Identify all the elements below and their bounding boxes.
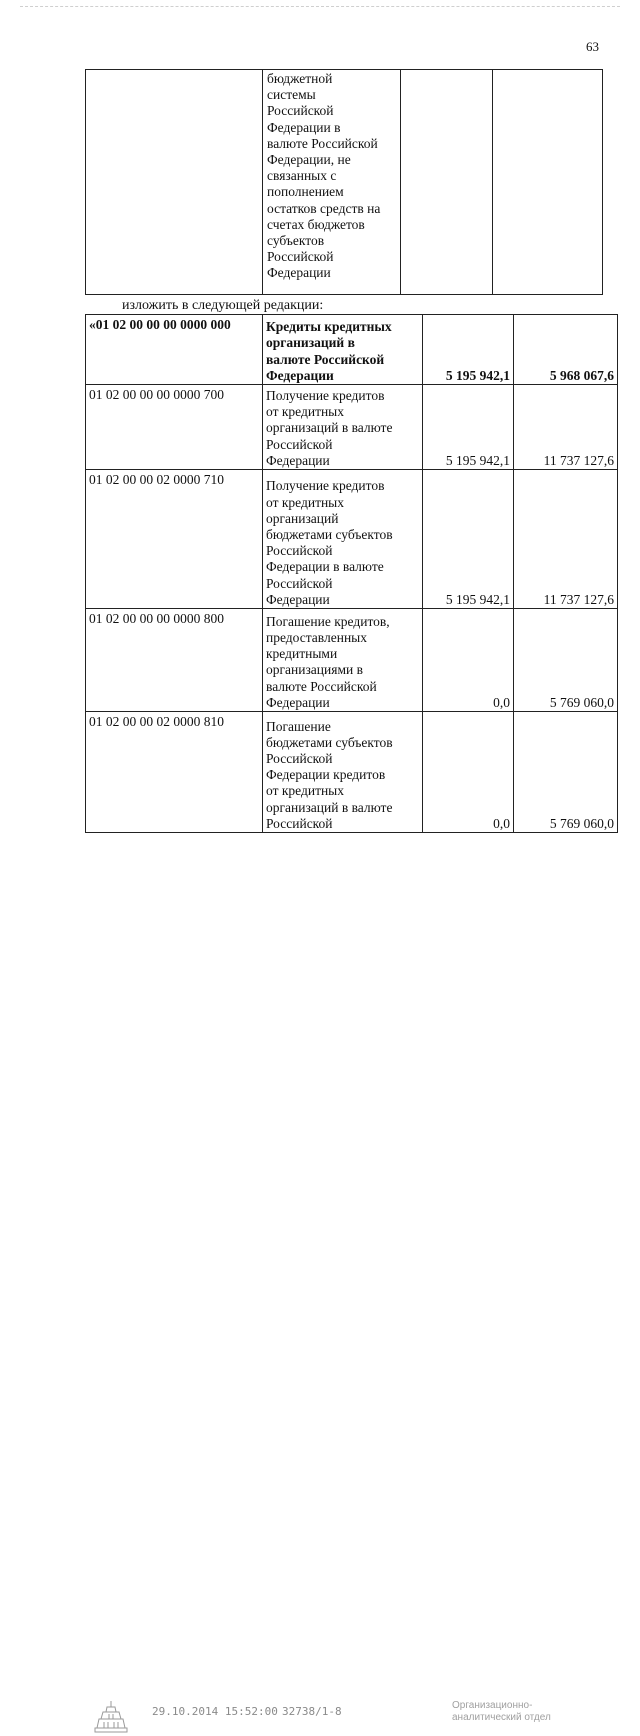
name-cell [263,385,423,470]
text-line: от кредитных [266,404,345,420]
value-cell: 5 195 942,1 [423,315,514,385]
scan-top-edge [20,6,620,7]
continuation-table [85,69,603,295]
text-line: организаций в [266,335,355,351]
org-line: аналитический отдел [452,1712,551,1723]
text-line: Российской [266,575,333,591]
name-cell [263,315,423,385]
text-line: бюджетами субъектов [266,526,393,542]
text-line: валюте Российской [267,135,378,151]
budget-sources-table [85,314,618,833]
value-cell: 5 968 067,6 [514,315,618,385]
text-line: Федерации [266,591,330,607]
text-line: счетах бюджетов [267,216,365,232]
text-line: Российской [266,543,333,559]
text-line: валюте Российской [266,678,377,694]
text-line: организациями в [266,662,363,678]
code-cell: 01 02 00 00 00 0000 700 [86,385,263,470]
value-cell: 0,0 [423,712,514,833]
code-cell: 01 02 00 00 02 0000 710 [86,470,263,609]
text-line: от кредитных [266,494,345,510]
text-line: Погашение [266,718,331,734]
emblem-icon [92,1698,130,1736]
intro-text: изложить в следующей редакции: [122,298,324,313]
text-line: от кредитных [266,783,345,799]
table-row [86,70,603,295]
text-line: субъектов [267,233,325,249]
text-line: предоставленных [266,629,367,645]
page-number: 63 [586,39,599,54]
footer-org-stamp [452,1700,551,1724]
table-row [86,385,618,470]
text-line: связанных с [267,168,337,184]
value-cell: 5 195 942,1 [423,470,514,609]
text-line: Получение кредитов [266,478,385,494]
table-row [86,609,618,712]
text-line: Федерации [266,452,330,468]
table-row [86,315,618,385]
text-line: бюджетами субъектов [266,734,393,750]
table-row [86,712,618,833]
text-line: системы [267,87,316,103]
code-cell: «01 02 00 00 00 0000 000 [86,315,263,385]
text-line: Российской [266,750,333,766]
text-line: Федерации [267,265,331,281]
text-line: Российской [266,815,333,831]
value-cell: 5 769 060,0 [514,712,618,833]
org-line: Организационно- [452,1700,533,1711]
text-line: Получение кредитов [266,387,385,403]
value-cell: 11 737 127,6 [514,470,618,609]
text-line: Федерации, не [267,152,351,168]
text-line: бюджетной [267,71,333,86]
text-line: Федерации кредитов [266,767,386,783]
text-line: пополнением [267,184,344,200]
text-line: Федерации в валюте [266,559,384,575]
text-line: Погашение кредитов, [266,613,390,629]
text-line: Кредиты кредитных [266,319,392,335]
name-cell [263,70,401,295]
text-line: Российской [266,436,333,452]
text-line: организаций в валюте [266,420,393,436]
text-line: организаций в валюте [266,799,393,815]
value-cell: 11 737 127,6 [514,385,618,470]
code-cell: 01 02 00 00 02 0000 810 [86,712,263,833]
name-cell [263,470,423,609]
value-cell: 5 195 942,1 [423,385,514,470]
value-cell [493,70,603,295]
text-line: валюте Российской [266,351,385,367]
text-line: организаций [266,510,339,526]
code-cell [86,70,263,295]
table-row [86,470,618,609]
text-line: Российской [267,103,334,119]
name-cell [263,609,423,712]
text-line: Федерации [266,694,330,710]
value-cell: 5 769 060,0 [514,609,618,712]
text-line: кредитными [266,646,338,662]
code-cell: 01 02 00 00 00 0000 800 [86,609,263,712]
text-line: остатков средств на [267,200,381,216]
value-cell [401,70,493,295]
text-line: Федерации в [267,119,341,135]
footer-datetime: 29.10.2014 15:52:00 [152,1705,278,1718]
footer-doc-number: 32738/1-8 [282,1705,342,1718]
name-cell [263,712,423,833]
page-footer [0,848,640,1723]
text-line: Федерации [266,367,334,383]
text-line: Российской [267,249,334,265]
value-cell: 0,0 [423,609,514,712]
